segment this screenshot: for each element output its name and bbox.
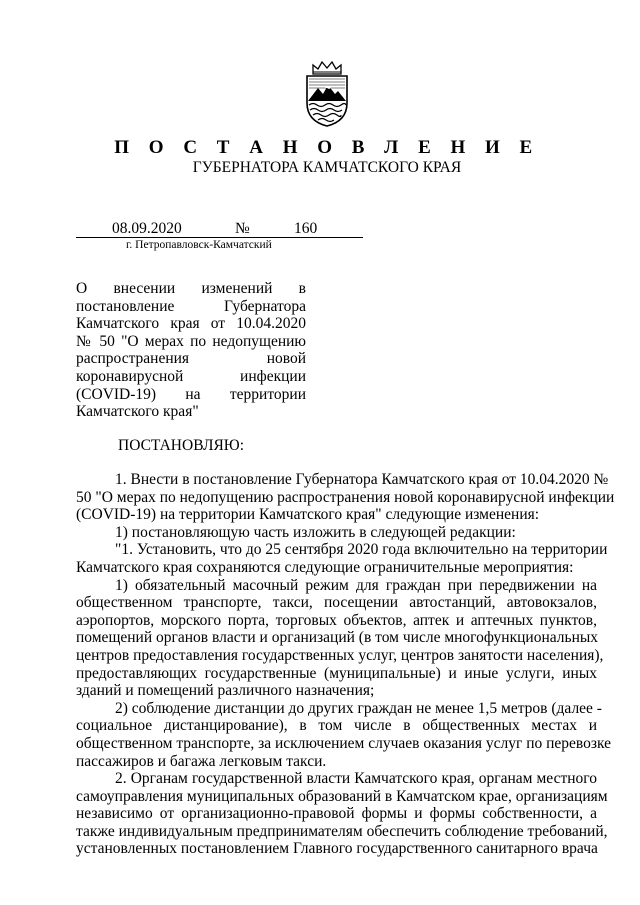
document-body xyxy=(76,471,615,858)
document-title: П О С Т А Н О В Л Е Н И Е xyxy=(114,137,540,158)
body-line: 50 "О мерах по недопущению распространения новой коронавирусной инфекции xyxy=(76,488,615,506)
number-sign: № xyxy=(235,220,250,237)
body-line: предоставляющих государственные (муниципальные) и иные услуги, иных xyxy=(76,664,597,682)
body-line: центров предоставления государственных услуг, центров занятости населения), xyxy=(76,646,604,664)
body-line: общественном транспорте, за исключением случаев оказания услуг по перевозке xyxy=(76,734,612,752)
subject-line: коронавирусной инфекции xyxy=(76,367,306,385)
document-subtitle: ГУБЕРНАТОРА КАМЧАТСКОГО КРАЯ xyxy=(192,159,462,176)
registration-underline xyxy=(76,237,363,238)
document-city: г. Петропавловск-Камчатский xyxy=(126,239,272,251)
body-line: помещений органов власти и организаций (в том числе многофункциональных xyxy=(76,629,599,647)
body-line: "1. Установить, что до 25 сентября 2020 года включительно на территории xyxy=(115,541,608,559)
body-line: социальное дистанцирование), в том числе в общественных местах и xyxy=(76,717,597,735)
subject-line: № 50 "О мерах по недопущению xyxy=(76,332,306,350)
body-line: независимо от организационно-правовой формы и формы собственности, а xyxy=(76,805,597,823)
body-line: зданий и помещений различного назначения; xyxy=(76,682,375,700)
body-line: 1) обязательный масочный режим для граждан при передвижении на xyxy=(115,576,597,594)
decree-word: ПОСТАНОВЛЯЮ: xyxy=(118,437,245,454)
body-line: 2) соблюдение дистанции до других граждан не менее 1,5 метров (далее - xyxy=(115,699,602,717)
body-line: общественном транспорте, такси, посещении автостанций, автовокзалов, xyxy=(76,594,597,612)
body-line: 2. Органам государственной власти Камчатского края, органам местного xyxy=(115,770,597,788)
body-line: самоуправления муниципальных образований в Камчатском крае, организациям xyxy=(76,787,608,805)
document-date: 08.09.2020 xyxy=(112,220,182,237)
subject-line: постановление Губернатора xyxy=(76,297,306,315)
body-line: (COVID-19) на территории Камчатского края" следующие изменения: xyxy=(76,506,540,524)
subject-line: распространения новой xyxy=(76,350,306,368)
body-line: также индивидуальным предпринимателям обеспечить соблюдение требований, xyxy=(76,822,608,840)
body-line: 1. Внести в постановление Губернатора Камчатского края от 10.04.2020 № xyxy=(115,471,609,488)
subject-line: Камчатского края" xyxy=(76,403,199,421)
subject-line: О внесении изменений в xyxy=(76,280,306,297)
body-line: 1) постановляющую часть изложить в следующей редакции: xyxy=(115,523,516,541)
kamchatka-coat-of-arms-icon xyxy=(301,61,353,127)
subject-line: (COVID-19) на территории xyxy=(76,385,306,403)
body-line: Камчатского края сохраняются следующие ограничительные мероприятия: xyxy=(76,558,574,576)
document-number: 160 xyxy=(294,220,318,237)
body-line: установленных постановлением Главного государственного санитарного врача xyxy=(76,840,598,858)
body-line: аэропортов, морского порта, торговых объектов, аптек и аптечных пунктов, xyxy=(76,611,597,629)
document-subject xyxy=(76,280,306,421)
subject-line: Камчатского края от 10.04.2020 xyxy=(76,315,306,333)
body-line: пассажиров и багажа легковым такси. xyxy=(76,752,327,770)
